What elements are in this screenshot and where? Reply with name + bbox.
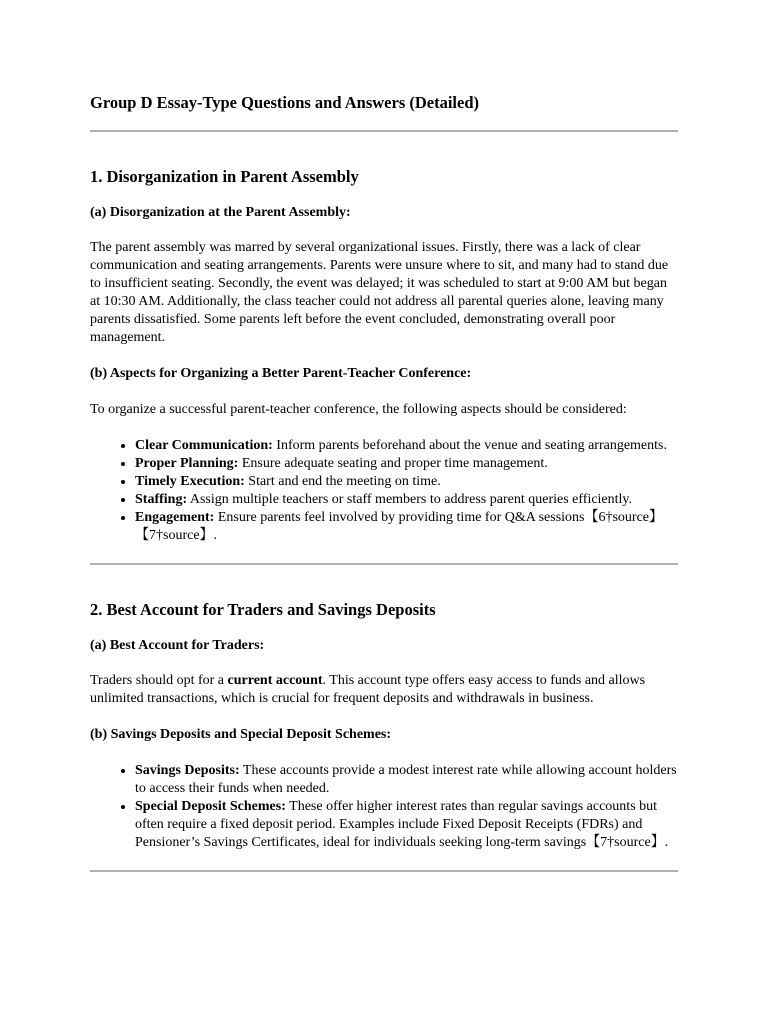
list-item-label: Timely Execution:: [135, 474, 245, 489]
list-item-label: Special Deposit Schemes:: [135, 799, 286, 814]
deposit-schemes-list: [90, 762, 678, 852]
divider: [90, 563, 678, 565]
section-2-title: 2. Best Account for Traders and Savings Deposits: [90, 600, 436, 619]
paragraph-emphasis: current account: [227, 673, 323, 688]
list-item-text: Inform parents beforehand about the venue and seating arrangements.: [272, 438, 667, 453]
list-item-text: Ensure parents feel involved by providing time for Q&A sessions【6†source】【7†source】.: [135, 510, 664, 543]
section-2a-paragraph: [90, 672, 678, 708]
document-content: [90, 93, 678, 872]
list-item-text: Ensure adequate seating and proper time management.: [238, 456, 548, 471]
paragraph-text: . This account type offers easy access to funds and allows unlimited transactions, which is crucial for frequent deposits and withdrawals in business.: [90, 673, 646, 706]
list-item-label: Savings Deposits:: [135, 763, 240, 778]
section-1a-paragraph: The parent assembly was marred by several organizational issues. Firstly, there was a lack of clear communication and seating arrangements. Parents were unsure where to sit, and many had to stand due to insufficient seating. Secondly, the event was delayed; it was scheduled to start at 9:00 AM but began at 10:30 AM. Additionally, the class teacher could not address all parental queries alone, leaving many parents dissatisfied. Some parents left before the event concluded, demonstrating overall poor management.: [90, 240, 669, 345]
list-item-label: Engagement:: [135, 510, 215, 525]
divider: [90, 130, 678, 132]
section-2b-heading: (b) Savings Deposits and Special Deposit Schemes:: [90, 727, 392, 742]
list-item-text: Assign multiple teachers or staff members to address parent queries efficiently.: [187, 492, 633, 507]
list-item-text: These offer higher interest rates than regular savings accounts but often require a fixed deposit period. Examples include Fixed Deposit Receipts (FDRs) and Pensioner’s Savings Certificates, ideal for individuals seeking long-term savings【7†source】.: [135, 799, 669, 850]
list-item: [135, 762, 678, 798]
list-item: [135, 509, 678, 545]
section-1b-heading: (b) Aspects for Organizing a Better Parent-Teacher Conference:: [90, 366, 472, 381]
section-1b-intro: To organize a successful parent-teacher conference, the following aspects should be considered:: [90, 402, 627, 417]
list-item-text: These accounts provide a modest interest rate while allowing account holders to access their funds when needed.: [135, 763, 677, 796]
list-item-label: Clear Communication:: [135, 438, 273, 453]
list-item-label: Proper Planning:: [135, 456, 239, 471]
conference-aspects-list: [90, 437, 678, 545]
list-item-label: Staffing:: [135, 492, 188, 507]
list-item: [135, 455, 678, 473]
list-item-text: Start and end the meeting on time.: [244, 474, 441, 489]
document-title: Group D Essay-Type Questions and Answers (Detailed): [90, 93, 480, 112]
list-item: [135, 437, 678, 455]
divider: [90, 870, 678, 872]
section-1-title: 1. Disorganization in Parent Assembly: [90, 167, 359, 186]
list-item: [135, 798, 678, 852]
list-item: [135, 473, 678, 491]
paragraph-text: Traders should opt for a: [90, 673, 228, 688]
section-1a-heading: (a) Disorganization at the Parent Assembly:: [90, 205, 351, 220]
section-2a-heading: (a) Best Account for Traders:: [90, 638, 265, 653]
list-item: [135, 491, 678, 509]
